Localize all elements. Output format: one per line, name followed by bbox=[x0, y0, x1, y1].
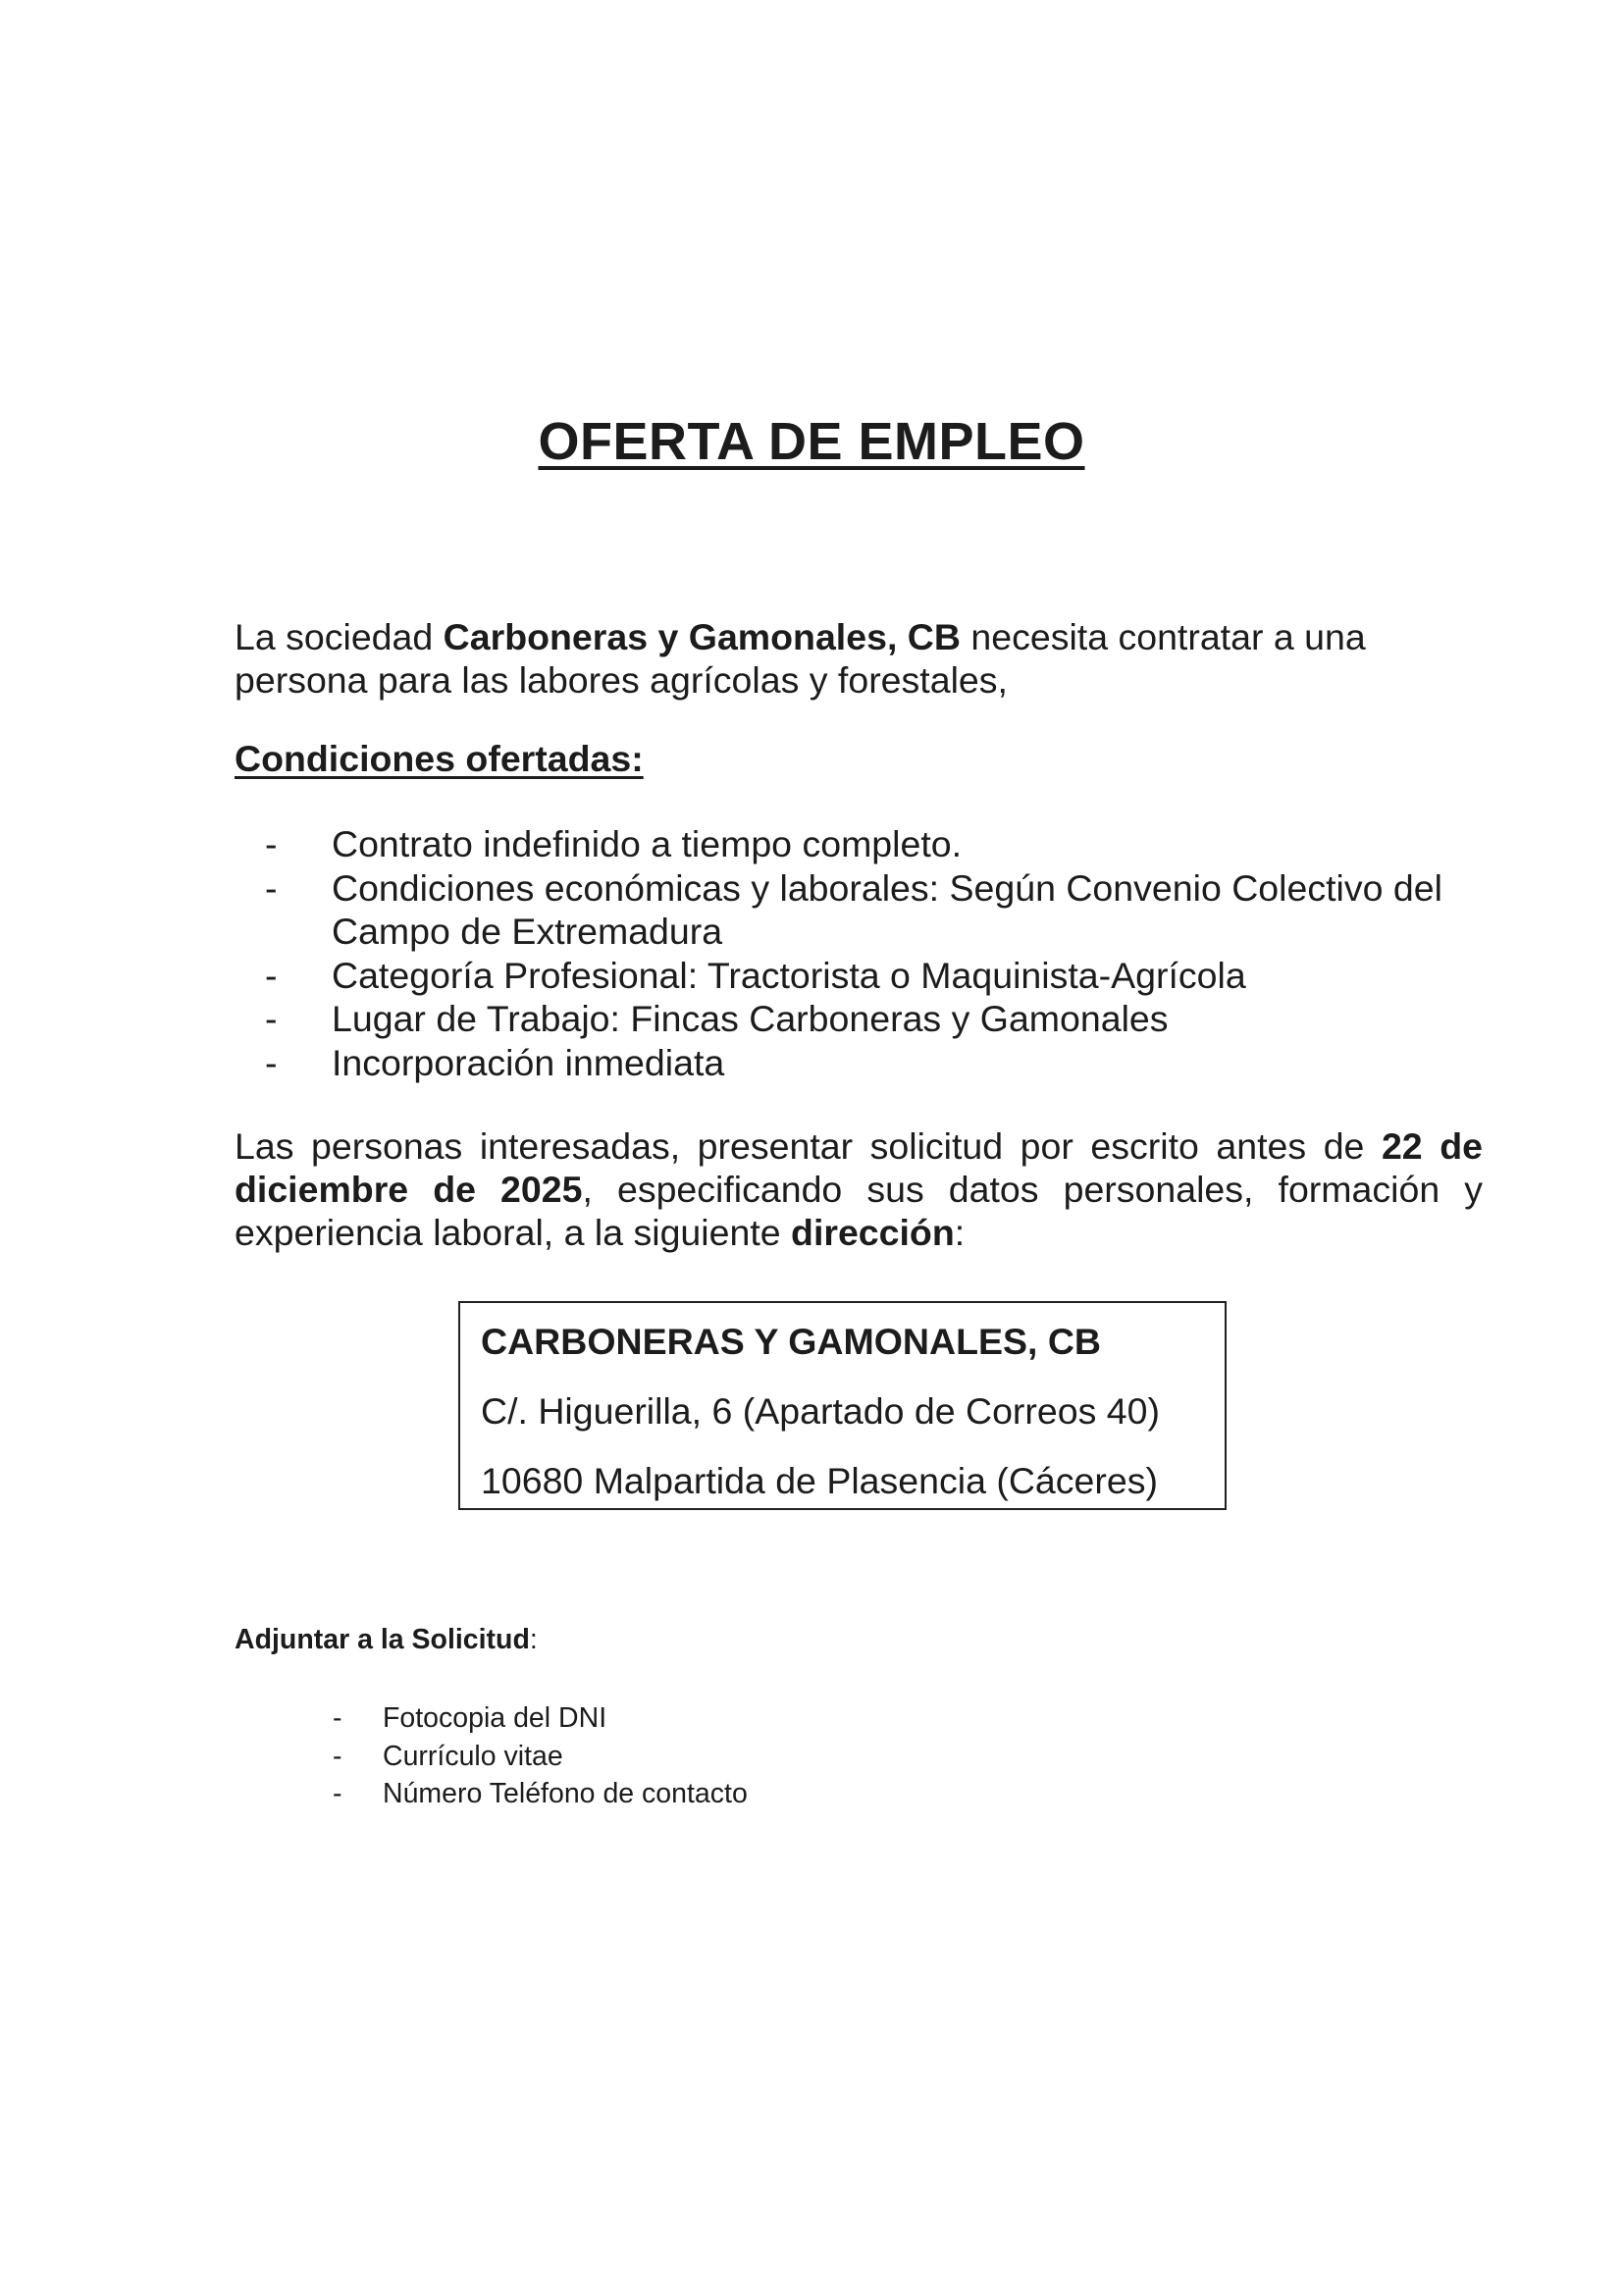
condition-text: Incorporación inmediata bbox=[332, 1041, 725, 1083]
intro-line-2: persona para las labores agrícolas y forestales, bbox=[235, 659, 1008, 701]
list-dash: - bbox=[265, 823, 278, 864]
intro-suffix: necesita contratar a una bbox=[960, 616, 1366, 657]
condition-text: Condiciones económicas y laborales: Según Convenio Colectivo del Campo de Extremadura bbox=[332, 866, 1442, 952]
direction-word: dirección bbox=[791, 1212, 955, 1253]
list-dash: - bbox=[265, 866, 278, 909]
application-text-2: , especificando sus datos personales, formación y experiencia laboral, a la siguiente bbox=[235, 1169, 1483, 1253]
condition-item bbox=[265, 997, 1492, 1041]
attachment-item bbox=[333, 1775, 748, 1813]
condition-item bbox=[265, 954, 1492, 998]
attachments-heading bbox=[235, 1624, 538, 1656]
attachments-heading-colon: : bbox=[529, 1624, 538, 1655]
application-text-3: : bbox=[954, 1212, 966, 1253]
address-box bbox=[458, 1301, 1227, 1510]
attachment-item bbox=[333, 1699, 748, 1738]
attachments-list bbox=[333, 1699, 748, 1813]
condition-item bbox=[265, 1041, 1492, 1085]
application-text-1: Las personas interesadas, presentar solicitud por escrito antes de bbox=[235, 1125, 1382, 1167]
condition-text: Contrato indefinido a tiempo completo. bbox=[332, 823, 963, 864]
intro-prefix: La sociedad bbox=[235, 616, 444, 657]
address-street: C/. Higuerilla, 6 (Apartado de Correos 40) bbox=[481, 1390, 1160, 1432]
list-dash: - bbox=[333, 1740, 342, 1772]
conditions-list bbox=[265, 822, 1492, 1084]
company-name: Carboneras y Gamonales, CB bbox=[443, 616, 961, 657]
address-company: CARBONERAS Y GAMONALES, CB bbox=[481, 1321, 1102, 1362]
condition-text: Lugar de Trabajo: Fincas Carboneras y Gamonales bbox=[332, 998, 1169, 1039]
list-dash: - bbox=[265, 954, 278, 996]
attachment-text: Fotocopia del DNI bbox=[383, 1702, 607, 1734]
intro-paragraph bbox=[235, 615, 1483, 702]
list-dash: - bbox=[265, 1041, 278, 1083]
list-dash: - bbox=[265, 998, 278, 1039]
page-title: OFERTA DE EMPLEO bbox=[538, 412, 1085, 471]
condition-item bbox=[265, 866, 1492, 954]
attachment-text: Número Teléfono de contacto bbox=[383, 1778, 748, 1809]
address-city: 10680 Malpartida de Plasencia (Cáceres) bbox=[481, 1460, 1158, 1501]
attachment-item bbox=[333, 1738, 748, 1776]
conditions-heading: Condiciones ofertadas: bbox=[235, 738, 644, 779]
attachment-text: Currículo vitae bbox=[383, 1740, 563, 1772]
condition-item bbox=[265, 822, 1492, 866]
application-paragraph bbox=[235, 1124, 1483, 1254]
list-dash: - bbox=[333, 1702, 342, 1734]
list-dash: - bbox=[333, 1778, 342, 1809]
attachments-heading-text: Adjuntar a la Solicitud bbox=[235, 1624, 530, 1655]
condition-text: Categoría Profesional: Tractorista o Maquinista-Agrícola bbox=[332, 954, 1246, 996]
deadline-date: 22 de diciembre de 2025 bbox=[235, 1125, 1483, 1210]
